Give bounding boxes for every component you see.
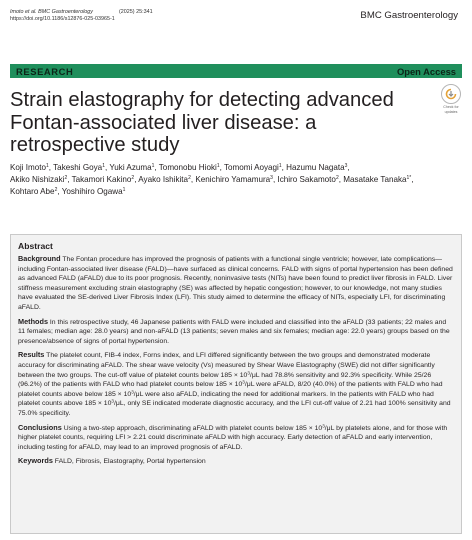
author-name[interactable]: Ayako Ishikita$^2$ <box>138 175 191 184</box>
abstract-box <box>10 234 462 534</box>
check-updates-icon <box>441 84 461 104</box>
author-name[interactable]: Yoshihiro Ogawa$^1$ <box>61 187 126 196</box>
author-name[interactable]: Kenichiro Yamamura$^3$ <box>195 175 273 184</box>
author-name[interactable]: Yuki Azuma$^1$ <box>109 163 155 172</box>
results-label: Results <box>18 350 45 360</box>
author-name[interactable]: Ichiro Sakamoto$^2$ <box>277 175 339 184</box>
author-name[interactable]: Masatake Tanaka$^{1*}$ <box>343 175 412 184</box>
conclusions-label: Conclusions <box>18 422 62 432</box>
open-access-label: Open Access <box>396 65 456 77</box>
background-label: Background <box>18 254 61 263</box>
abstract-keywords: Keywords FALD, Fibrosis, Elastography, Portal hypertension <box>18 456 206 466</box>
author-name[interactable]: Akiko Nishizaki$^2$ <box>10 175 68 184</box>
abstract-background: Background The Fontan procedure has improved the prognosis of patients with a functional single ventricle; however, late complications—including Fontan-associated liver disease (FALD)—have surfaced as clinical concerns. FALD with signs of portal hypertension has been defined as advanced FALD (aFALD) due to its poor prognosis. Recently, noninvasive tests (NITs) have been found to predict liver fibrosis in FALD. Liver stiffness measurement excluding strain elastography (SE) was affected by hepatic congestion; however, to our knowledge, not many studies have evaluated the SE-derived Liver Fibrosis Index (LFI). This study aimed to determine the efficacy of NITs, especially LFI, for discriminating aFALD. <box>18 254 453 311</box>
author-list: Koji Imoto$^1$, Takeshi Goya$^1$, Yuki Azuma$^1$, Tomonobu Hioki$^1$, Tomomi Aoyagi$^1$, Hazumu Nagata$^3$, Akiko Nishizaki$^2$, Takamori Kakino$^2$, Ayako Ishikita$^2$, Kenichiro Yamamura$^3$, Ichiro Sakamoto$^2$, Masatake Tanaka$^{1*}$, Kohtaro Abe$^2$, Yoshihiro Ogawa$^1$ <box>10 163 414 196</box>
article-title: Strain elastography for detecting advanced Fontan-associated liver disease: a retrospective study <box>10 89 394 157</box>
methods-label: Methods <box>18 316 48 326</box>
journal-name: BMC Gastroenterology <box>360 10 458 21</box>
article-type-label: RESEARCH <box>16 65 74 77</box>
article-citation-header <box>10 9 153 23</box>
author-name[interactable]: Hazumu Nagata$^3$ <box>286 163 348 172</box>
abstract-heading: Abstract <box>18 241 53 251</box>
article-type-banner <box>10 64 462 78</box>
author-name[interactable]: Takamori Kakino$^2$ <box>71 175 135 184</box>
year-volume: (2025) 25:341 <box>119 9 153 15</box>
journal-citation: Imoto et al. BMC Gastroenterology <box>10 9 93 15</box>
author-name[interactable]: Tomomi Aoyagi$^1$ <box>223 163 282 172</box>
abstract-results: Results The platelet count, FIB-4 index, Forns index, and LFI differed significantly between the two groups and demonstrated moderate accuracy for discriminating aFALD. The shear wave velocity (Vs) measured by Shear Wave Elastography (SWE) did not differ significantly between the two groups. The cut-off value of platelet counts below $185 \times 10^3/\mu L$ had 78.8% sensitivity and 92.3% specificity. While 25/26 (96.2%) of the patients with FALD who had platelet counts below $185 \times 10^3/\mu L$ were aFALD, 8/20 (40.0%) of the patients with FALD who had platelet counts above below $185 \times 10^3/\mu L$ were also aFALD, indicating the need for additional markers. In the patients with FALD who had platelet counts above $185 \times 10^3/\mu L$, only SE indicated moderate diagnostic accuracy, and the LFI cut-off value of 2.21 had 100% sensitivity and 75.0% specificity. <box>18 350 451 417</box>
author-name[interactable]: Kohtaro Abe$^2$ <box>10 187 58 196</box>
check-updates-text-2: updates <box>444 110 458 114</box>
author-name[interactable]: Takeshi Goya$^1$ <box>53 163 105 172</box>
check-for-updates-button[interactable] <box>438 84 464 114</box>
abstract-methods: Methods In this retrospective study, 46 Japanese patients with FALD were included and classified into the aFALD (33 patients; 22 males and 11 females; median age: 28.0 years) and non-aFALD (13 patients; seven males and six females; median age: 22.0 years) groups based on the presence/absence of signs of portal hypertension. <box>18 316 450 345</box>
author-name[interactable]: Tomonobu Hioki$^1$ <box>158 163 220 172</box>
abstract-conclusions: Conclusions Using a two-step approach, discriminating aFALD with platelet counts below $185 \times 10^3/\mu L$ by platelets alone, and for those with higher platelet counts, requiring LFI > 2.21 could discriminate aFALD with high accuracy. Early detection of aFALD and early intervention, including testing for aFALD, may lead to an improved prognosis of aFALD. <box>18 422 448 451</box>
keywords-label: Keywords <box>18 456 53 466</box>
check-updates-text-1: Check for <box>443 105 459 109</box>
doi-link[interactable]: https://doi.org/10.1186/s12876-025-03965-1 <box>10 16 115 23</box>
author-name[interactable]: Koji Imoto$^1$ <box>10 163 49 172</box>
